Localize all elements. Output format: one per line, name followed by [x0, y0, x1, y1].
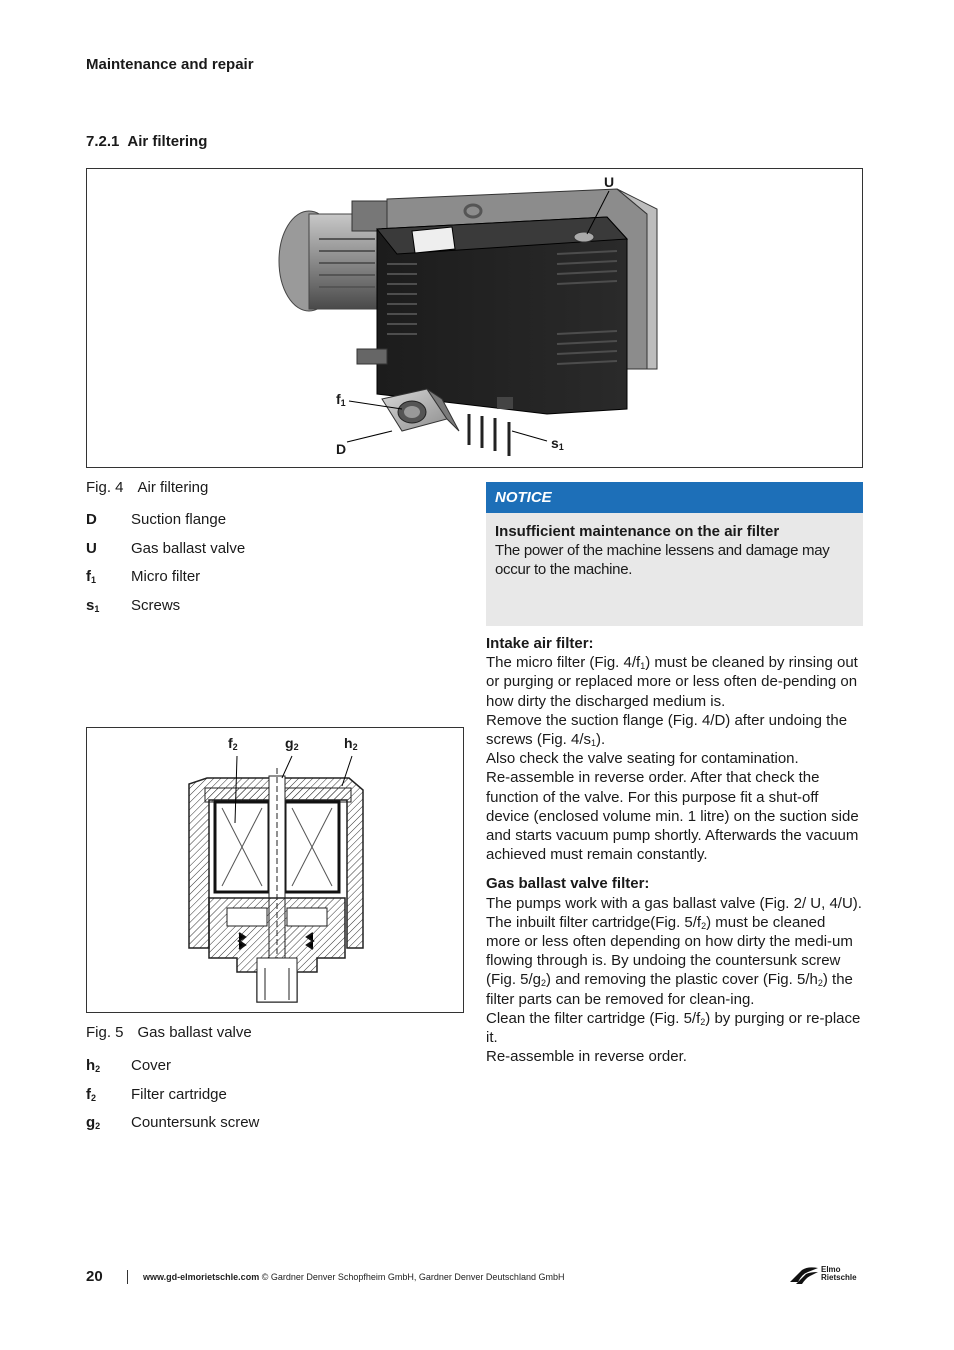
gasballast-paragraph-3 — [486, 1009, 863, 1047]
legend-key: f — [86, 1085, 91, 1103]
legend-key: g — [86, 1114, 96, 1131]
legend-key: D — [86, 511, 97, 528]
label-s1-sub: 1 — [558, 442, 564, 452]
legend-key-sub: 2 — [95, 1064, 101, 1074]
label-h2 — [344, 735, 358, 751]
label-g2-sub: 2 — [293, 742, 299, 752]
footer-divider — [127, 1270, 128, 1284]
text-run: ) the filter parts can be removed for clean-ing. — [486, 971, 853, 1008]
legend-row — [86, 568, 245, 597]
text-run: The micro filter (Fig. 4/f — [486, 654, 641, 672]
legend-text: Screws — [131, 596, 181, 614]
label-f2 — [228, 735, 238, 751]
label-f2-sub: 2 — [232, 742, 238, 752]
notice-box — [486, 482, 863, 626]
legend-text: Suction flange — [131, 511, 227, 528]
text-run: Clean the filter cartridge (Fig. 5/f — [486, 1009, 701, 1027]
notice-body — [486, 513, 863, 626]
legend-key: f — [86, 568, 91, 585]
label-s1 — [551, 435, 564, 451]
legend-key: s — [86, 596, 95, 614]
label-f1 — [336, 391, 346, 407]
legend-text: Micro filter — [131, 568, 201, 585]
footer-url[interactable]: www.gd-elmorietschle.com — [143, 1272, 260, 1282]
logo-text — [821, 1266, 857, 1282]
page-number: 20 — [86, 1268, 103, 1285]
label-s1-main: s — [551, 435, 559, 451]
gas-ballast-valve-cross-section — [87, 728, 463, 1012]
gasballast-paragraph-2 — [486, 913, 863, 1009]
text-sub: 2 — [700, 1016, 706, 1027]
label-f1-sub: 1 — [340, 398, 346, 408]
label-h2-main: h — [344, 735, 353, 751]
legend-key-sub: 1 — [91, 575, 97, 585]
section-number: 7.2.1 — [86, 133, 120, 150]
label-g2-main: g — [285, 735, 294, 751]
figure-5-valve-drawing — [86, 727, 464, 1013]
legend-row — [86, 1114, 259, 1143]
logo-line-1: Elmo — [821, 1265, 841, 1274]
label-g2 — [285, 735, 299, 751]
legend-text: Cover — [131, 1057, 172, 1074]
figure-5-number: Fig. 5 — [86, 1024, 124, 1041]
legend-text: Filter cartridge — [131, 1085, 227, 1103]
notice-title: Insufficient maintenance on the air filter — [495, 523, 780, 540]
footer-copyright: © Gardner Denver Schopfheim GmbH, Gardner Denver Deutschland GmbH — [259, 1272, 565, 1282]
text-run: ) must be cleaned by rinsing out or purging or replaced more or less often de-pending on how dirty the discharged medium is. — [486, 654, 858, 710]
legend-row — [86, 540, 245, 569]
legend-text: Countersunk screw — [131, 1114, 260, 1131]
footer-text — [143, 1272, 564, 1282]
elmo-rietschle-logo — [788, 1264, 868, 1286]
vacuum-pump-illustration — [87, 169, 862, 467]
intake-paragraph-2 — [486, 711, 863, 749]
text-sub: 2 — [701, 920, 707, 931]
gasballast-paragraph-4: Re-assemble in reverse order. — [486, 1048, 687, 1066]
label-f1-main: f — [336, 391, 341, 407]
intake-heading: Intake air filter: — [486, 635, 594, 652]
figure-4-caption — [86, 479, 208, 496]
notice-text: The power of the machine lessens and damage may occur to the machine. — [495, 542, 830, 578]
figure-5-title: Gas ballast valve — [137, 1024, 252, 1041]
text-run: ) and removing the plastic cover (Fig. 5/h — [546, 971, 818, 989]
legend-row — [86, 1086, 259, 1115]
text-run: The inbuilt filter cartridge(Fig. 5/f — [486, 913, 702, 931]
logo-line-2: Rietschle — [821, 1273, 857, 1282]
legend-text: Gas ballast valve — [131, 539, 246, 557]
intake-paragraph-4: Re-assemble in reverse order. After that check the function of the valve. For this purpose fit a shut-off device (enclosed volume min. 1 litre) on the suction side and starts vacuum pump shortly. Afterwards the vacuum achieved must remain constantly. — [486, 769, 859, 864]
running-header: Maintenance and repair — [86, 56, 254, 73]
figure-4-legend — [86, 511, 245, 625]
instructions-text — [486, 634, 863, 1066]
intake-paragraph-1 — [486, 653, 863, 711]
label-D: D — [336, 441, 347, 457]
gasballast-paragraph-1: The pumps work with a gas ballast valve (Fig. 2/ U, 4/U). — [486, 894, 862, 912]
intake-paragraph-3: Also check the valve seating for contamination. — [486, 750, 799, 768]
figure-4-pump-image — [86, 168, 863, 468]
text-run: ) by purging or re-place it. — [486, 1009, 861, 1047]
legend-row — [86, 511, 245, 540]
text-run: ). — [596, 731, 606, 749]
text-sub: 1 — [591, 738, 597, 749]
text-run: ) must be cleaned more or less often depending on how dirty the medi-um flowing through is. By undoing the countersunk screw (Fig. 5/g — [486, 913, 853, 989]
text-sub: 2 — [541, 978, 547, 989]
section-title: Air filtering — [127, 133, 208, 150]
figure-5-caption — [86, 1024, 252, 1041]
legend-key-sub: 1 — [94, 603, 100, 614]
section-heading — [86, 133, 207, 150]
legend-key: h — [86, 1057, 96, 1074]
label-U: U — [604, 174, 615, 190]
text-sub: 1 — [640, 661, 646, 672]
gasballast-heading: Gas ballast valve filter: — [486, 875, 650, 893]
legend-row — [86, 1057, 259, 1086]
legend-key: U — [86, 539, 97, 557]
text-run: Remove the suction flange (Fig. 4/D) after undoing the screws (Fig. 4/s — [486, 711, 848, 749]
figure-4-number: Fig. 4 — [86, 479, 124, 496]
label-f2-main: f — [228, 735, 233, 751]
legend-key-sub: 2 — [91, 1092, 97, 1103]
label-h2-sub: 2 — [352, 742, 358, 752]
legend-key-sub: 2 — [95, 1121, 101, 1131]
legend-row — [86, 597, 245, 626]
figure-4-title: Air filtering — [137, 479, 209, 496]
notice-label: NOTICE — [486, 482, 863, 513]
figure-5-legend — [86, 1057, 259, 1143]
text-sub: 2 — [817, 978, 823, 989]
